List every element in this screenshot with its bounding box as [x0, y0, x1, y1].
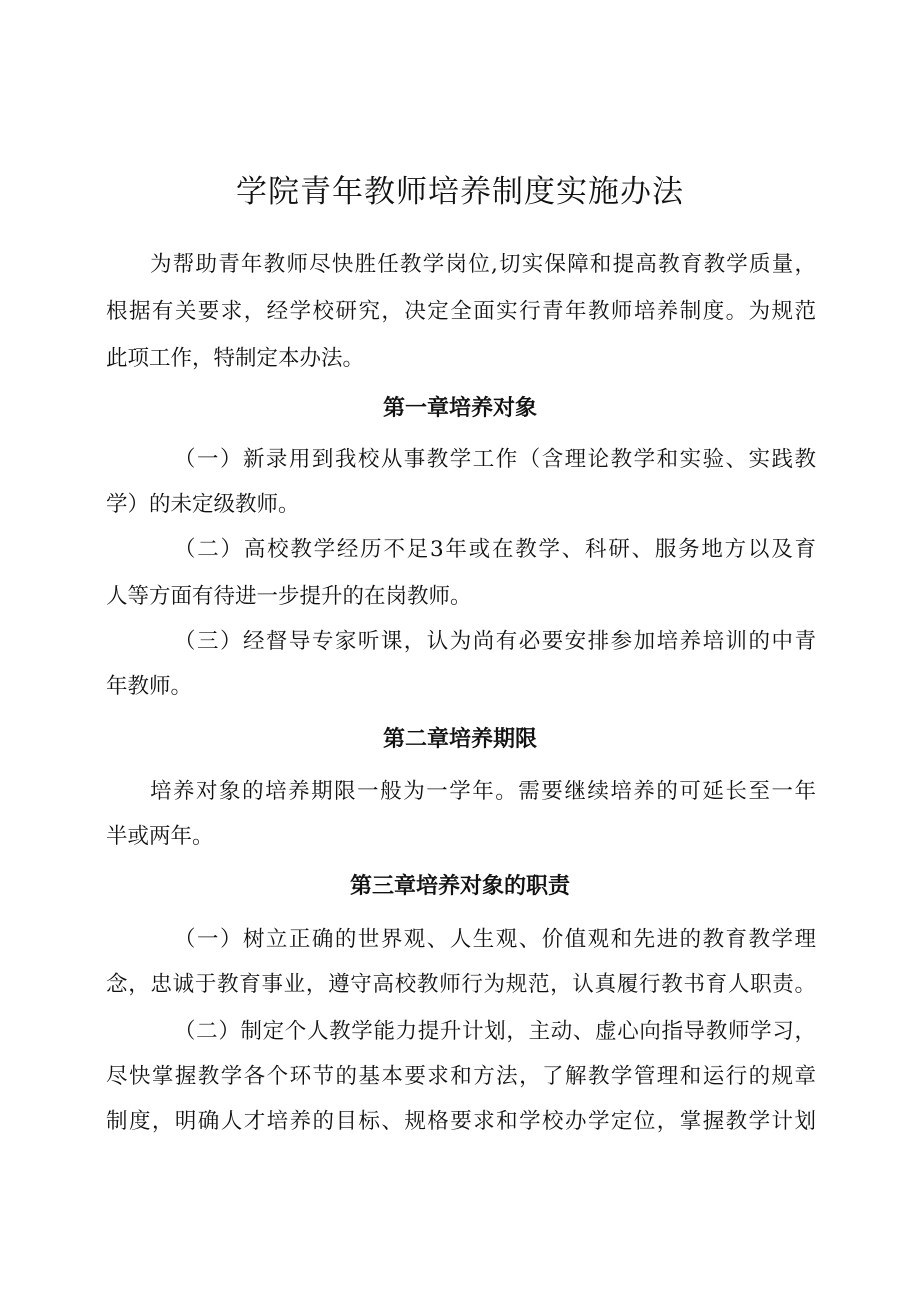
text-line: （二）制定个人教学能力提升计划，主动、虚心向指导教师学习，	[174, 1019, 816, 1044]
text-line: 半或两年。	[106, 824, 214, 849]
text-line: （二）高校教学经历不足3年或在教学、科研、服务地方以及育	[174, 537, 816, 562]
text-line: 学）的未定级教师。	[106, 492, 300, 517]
text-line: 根据有关要求，经学校研究，决定全面实行青年教师培养制度。为规范	[106, 299, 816, 324]
text-line: 此项工作，特制定本办法。	[106, 346, 365, 371]
text-line: 念，忠诚于教育事业，遵守高校教师行为规范，认真履行教书育人职责。	[106, 972, 816, 997]
chapter-3-heading: 第三章培养对象的职责	[349, 874, 570, 899]
text-line: 尽快掌握教学各个环节的基本要求和方法，了解教学管理和运行的规章	[106, 1064, 816, 1089]
text-line: （一）树立正确的世界观、人生观、价值观和先进的教育教学理	[174, 927, 816, 952]
text-line: 人等方面有待进一步提升的在岗教师。	[106, 584, 472, 609]
document-title: 学院青年教师培养制度实施办法	[236, 174, 684, 210]
text-line: 为帮助青年教师尽快胜任教学岗位,切实保障和提高教育教学质量，	[150, 252, 816, 277]
text-line: （三）经督导专家听课，认为尚有必要安排参加培养培训的中青	[174, 629, 816, 654]
text-line: 培养对象的培养期限一般为一学年。需要继续培养的可延长至一年	[150, 779, 816, 804]
text-line: 制度，明确人才培养的目标、规格要求和学校办学定位，掌握教学计划	[106, 1109, 816, 1134]
chapter-2-heading: 第二章培养期限	[382, 727, 537, 752]
text-line: （一）新录用到我校从事教学工作（含理论教学和实验、实践教	[174, 447, 816, 472]
text-line: 年教师。	[106, 674, 193, 699]
chapter-1-heading: 第一章培养对象	[382, 396, 537, 421]
